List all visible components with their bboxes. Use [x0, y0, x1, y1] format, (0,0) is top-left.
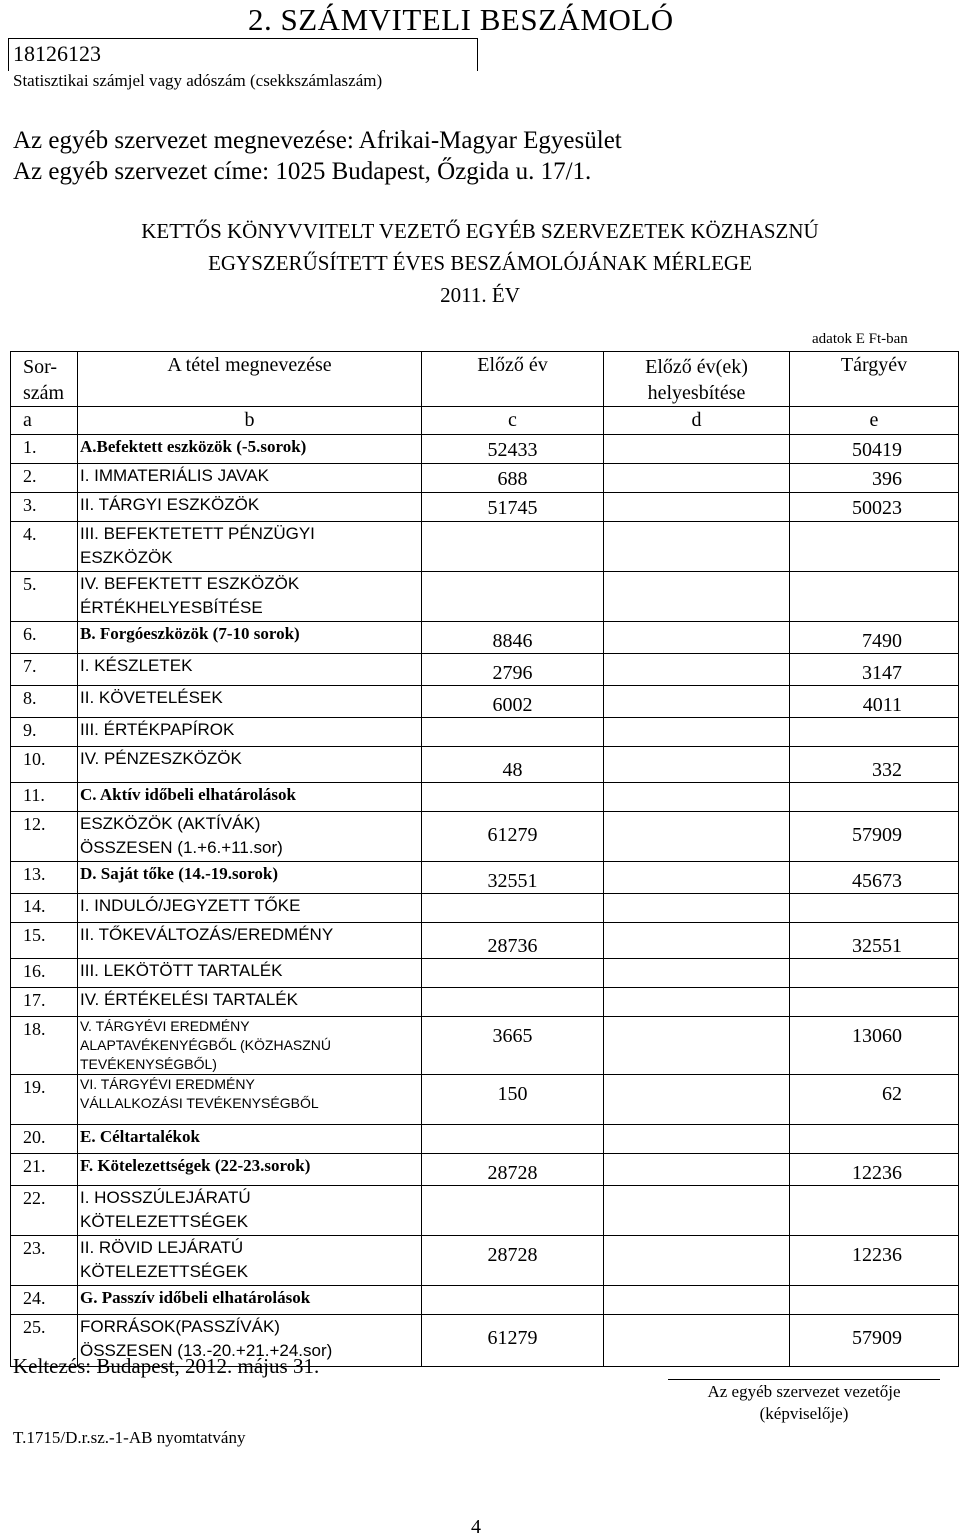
- previous-year-value: [422, 988, 604, 1017]
- current-year-value: 12236: [790, 1236, 959, 1286]
- row-number: 18.: [11, 1017, 78, 1075]
- balance-sheet-table: [10, 351, 959, 1367]
- item-label: I. HOSSZÚLEJÁRATÚ KÖTELEZETTSÉGEK: [78, 1186, 422, 1236]
- current-year-value: [790, 894, 959, 923]
- identifier-caption: Statisztikai számjel vagy adószám (csekkszámlaszám): [13, 71, 383, 90]
- previous-adjustment-value: [604, 1236, 790, 1286]
- current-year-value: [790, 1125, 959, 1154]
- current-year-value: [790, 988, 959, 1017]
- row-number: 23.: [11, 1236, 78, 1286]
- table-row: [11, 988, 959, 1017]
- item-label: G. Passzív időbeli elhatárolások: [78, 1286, 422, 1315]
- form-code: T.1715/D.r.sz.-1-AB nyomtatvány: [13, 1428, 246, 1447]
- table-row: [11, 1154, 959, 1186]
- table-row: [11, 686, 959, 718]
- previous-year-value: [422, 959, 604, 988]
- item-label: FORRÁSOK(PASSZÍVÁK) ÖSSZESEN (13.-20.+21.+24.sor): [78, 1315, 422, 1367]
- previous-year-value: 28728: [422, 1154, 604, 1186]
- previous-year-value: [422, 783, 604, 812]
- header-previous-year: Előző év: [422, 352, 604, 407]
- row-number: 5.: [11, 572, 78, 622]
- organization-address: Az egyéb szervezet címe: 1025 Budapest, Őzgida u. 17/1.: [13, 158, 592, 185]
- previous-adjustment-value: [604, 435, 790, 464]
- previous-year-value: 28736: [422, 923, 604, 959]
- table-row: [11, 464, 959, 493]
- previous-year-value: 61279: [422, 812, 604, 862]
- document-title: 2. SZÁMVITELI BESZÁMOLÓ: [248, 2, 674, 37]
- column-letter-b: b: [78, 407, 422, 435]
- current-year-value: 32551: [790, 923, 959, 959]
- row-number: 4.: [11, 522, 78, 572]
- item-label: E. Céltartalékok: [78, 1125, 422, 1154]
- row-number: 11.: [11, 783, 78, 812]
- table-row: [11, 747, 959, 783]
- current-year-value: [790, 1186, 959, 1236]
- table-row: [11, 1236, 959, 1286]
- previous-year-value: 6002: [422, 686, 604, 718]
- previous-adjustment-value: [604, 783, 790, 812]
- previous-year-value: 61279: [422, 1315, 604, 1367]
- table-row: [11, 862, 959, 894]
- column-letter-c: c: [422, 407, 604, 435]
- table-row: [11, 1075, 959, 1125]
- previous-year-value: [422, 1125, 604, 1154]
- previous-adjustment-value: [604, 686, 790, 718]
- row-number: 12.: [11, 812, 78, 862]
- table-row: [11, 959, 959, 988]
- item-label: A.Befektett eszközök (-5.sorok): [78, 435, 422, 464]
- current-year-value: [790, 572, 959, 622]
- item-label: III. LEKÖTÖTT TARTALÉK: [78, 959, 422, 988]
- table-row: [11, 493, 959, 522]
- row-number: 14.: [11, 894, 78, 923]
- header-current-year: Tárgyév: [790, 352, 959, 407]
- table-row: [11, 435, 959, 464]
- column-letter-e: e: [790, 407, 959, 435]
- item-label: F. Kötelezettségek (22-23.sorok): [78, 1154, 422, 1186]
- item-label: IV. BEFEKTETT ESZKÖZÖK ÉRTÉKHELYESBÍTÉSE: [78, 572, 422, 622]
- previous-year-value: 150: [422, 1075, 604, 1125]
- previous-year-value: 8846: [422, 622, 604, 654]
- current-year-value: 62: [790, 1075, 959, 1125]
- row-number: 20.: [11, 1125, 78, 1154]
- header-row-number: Sor- szám: [11, 352, 78, 407]
- header-item-name: A tétel megnevezése: [78, 352, 422, 407]
- table-row: [11, 894, 959, 923]
- item-label: D. Saját tőke (14.-19.sorok): [78, 862, 422, 894]
- row-number: 7.: [11, 654, 78, 686]
- current-year-value: 3147: [790, 654, 959, 686]
- previous-adjustment-value: [604, 923, 790, 959]
- previous-year-value: [422, 718, 604, 747]
- table-row: [11, 1186, 959, 1236]
- previous-adjustment-value: [604, 464, 790, 493]
- row-number: 24.: [11, 1286, 78, 1315]
- current-year-value: 396: [790, 464, 959, 493]
- previous-year-value: [422, 572, 604, 622]
- previous-adjustment-value: [604, 1154, 790, 1186]
- unit-label: adatok E Ft-ban: [812, 331, 908, 347]
- previous-year-value: 51745: [422, 493, 604, 522]
- previous-adjustment-value: [604, 959, 790, 988]
- row-number: 9.: [11, 718, 78, 747]
- previous-year-value: 3665: [422, 1017, 604, 1075]
- previous-adjustment-value: [604, 718, 790, 747]
- table-row: [11, 1286, 959, 1315]
- previous-year-value: [422, 1186, 604, 1236]
- previous-year-value: 2796: [422, 654, 604, 686]
- current-year-value: 13060: [790, 1017, 959, 1075]
- previous-adjustment-value: [604, 747, 790, 783]
- row-number: 10.: [11, 747, 78, 783]
- previous-year-value: [422, 1286, 604, 1315]
- current-year-value: 50023: [790, 493, 959, 522]
- current-year-value: 57909: [790, 1315, 959, 1367]
- row-number: 2.: [11, 464, 78, 493]
- current-year-value: 45673: [790, 862, 959, 894]
- item-label: IV. ÉRTÉKELÉSI TARTALÉK: [78, 988, 422, 1017]
- table-row: [11, 622, 959, 654]
- previous-year-value: [422, 894, 604, 923]
- item-label: VI. TÁRGYÉVI EREDMÉNY VÁLLALKOZÁSI TEVÉKENYSÉGBŐL: [78, 1075, 422, 1125]
- previous-adjustment-value: [604, 1075, 790, 1125]
- row-number: 6.: [11, 622, 78, 654]
- header-previous-adjustment: Előző év(ek) helyesbítése: [604, 352, 790, 407]
- previous-year-value: 32551: [422, 862, 604, 894]
- table-row: [11, 923, 959, 959]
- current-year-value: 57909: [790, 812, 959, 862]
- current-year-value: 50419: [790, 435, 959, 464]
- row-number: 19.: [11, 1075, 78, 1125]
- previous-year-value: 48: [422, 747, 604, 783]
- current-year-value: [790, 959, 959, 988]
- current-year-value: 332: [790, 747, 959, 783]
- item-label: I. IMMATERIÁLIS JAVAK: [78, 464, 422, 493]
- previous-year-value: 28728: [422, 1236, 604, 1286]
- table-row: [11, 1017, 959, 1075]
- previous-adjustment-value: [604, 522, 790, 572]
- item-label: II. RÖVID LEJÁRATÚ KÖTELEZETTSÉGEK: [78, 1236, 422, 1286]
- previous-adjustment-value: [604, 622, 790, 654]
- row-number: 15.: [11, 923, 78, 959]
- previous-adjustment-value: [604, 1286, 790, 1315]
- signature-label: Az egyéb szervezet vezetője (képviselője): [707, 1382, 901, 1423]
- item-label: C. Aktív időbeli elhatárolások: [78, 783, 422, 812]
- previous-year-value: 52433: [422, 435, 604, 464]
- table-row: [11, 1125, 959, 1154]
- previous-adjustment-value: [604, 493, 790, 522]
- row-number: 8.: [11, 686, 78, 718]
- previous-year-value: 688: [422, 464, 604, 493]
- row-number: 16.: [11, 959, 78, 988]
- header-row: [11, 352, 959, 407]
- current-year-value: [790, 783, 959, 812]
- report-heading-year: 2011. ÉV: [440, 283, 520, 307]
- row-number: 17.: [11, 988, 78, 1017]
- report-heading-line2: EGYSZERŰSÍTETT ÉVES BESZÁMOLÓJÁNAK MÉRLEGE: [208, 251, 752, 275]
- previous-adjustment-value: [604, 988, 790, 1017]
- item-label: V. TÁRGYÉVI EREDMÉNY ALAPTAVÉKENYÉGBŐL (KÖZHASZNÚ TEVÉKENYSÉGBŐL): [78, 1017, 422, 1075]
- previous-adjustment-value: [604, 862, 790, 894]
- previous-adjustment-value: [604, 572, 790, 622]
- identifier-number: 18126123: [13, 41, 101, 66]
- item-label: III. BEFEKTETETT PÉNZÜGYI ESZKÖZÖK: [78, 522, 422, 572]
- previous-adjustment-value: [604, 812, 790, 862]
- page-number: 4: [471, 1516, 481, 1538]
- row-number: 22.: [11, 1186, 78, 1236]
- previous-adjustment-value: [604, 1125, 790, 1154]
- previous-year-value: [422, 522, 604, 572]
- previous-adjustment-value: [604, 894, 790, 923]
- row-number: 3.: [11, 493, 78, 522]
- previous-adjustment-value: [604, 1186, 790, 1236]
- row-number: 25.: [11, 1315, 78, 1367]
- item-label: II. TŐKEVÁLTOZÁS/EREDMÉNY: [78, 923, 422, 959]
- current-year-value: [790, 718, 959, 747]
- column-letter-row: [11, 407, 959, 435]
- report-heading-line1: KETTŐS KÖNYVVITELT VEZETŐ EGYÉB SZERVEZETEK KÖZHASZNÚ: [141, 219, 819, 243]
- table-row: [11, 572, 959, 622]
- row-number: 13.: [11, 862, 78, 894]
- current-year-value: [790, 522, 959, 572]
- item-label: II. TÁRGYI ESZKÖZÖK: [78, 493, 422, 522]
- current-year-value: 4011: [790, 686, 959, 718]
- item-label: ESZKÖZÖK (AKTÍVÁK) ÖSSZESEN (1.+6.+11.sor): [78, 812, 422, 862]
- previous-adjustment-value: [604, 1017, 790, 1075]
- item-label: IV. PÉNZESZKÖZÖK: [78, 747, 422, 783]
- current-year-value: 12236: [790, 1154, 959, 1186]
- item-label: II. KÖVETELÉSEK: [78, 686, 422, 718]
- signature-line: [668, 1379, 940, 1380]
- previous-adjustment-value: [604, 1315, 790, 1367]
- column-letter-d: d: [604, 407, 790, 435]
- previous-adjustment-value: [604, 654, 790, 686]
- current-year-value: [790, 1286, 959, 1315]
- item-label: I. KÉSZLETEK: [78, 654, 422, 686]
- current-year-value: 7490: [790, 622, 959, 654]
- item-label: III. ÉRTÉKPAPÍROK: [78, 718, 422, 747]
- table-row: [11, 654, 959, 686]
- table-row: [11, 522, 959, 572]
- row-number: 21.: [11, 1154, 78, 1186]
- table-row: [11, 783, 959, 812]
- table-row: [11, 812, 959, 862]
- item-label: B. Forgóeszközök (7-10 sorok): [78, 622, 422, 654]
- item-label: I. INDULÓ/JEGYZETT TŐKE: [78, 894, 422, 923]
- column-letter-a: a: [11, 407, 78, 435]
- footer-date: Keltezés: Budapest, 2012. május 31.: [13, 1354, 320, 1378]
- organization-name: Az egyéb szervezet megnevezése: Afrikai-Magyar Egyesület: [13, 127, 622, 154]
- row-number: 1.: [11, 435, 78, 464]
- table-row: [11, 718, 959, 747]
